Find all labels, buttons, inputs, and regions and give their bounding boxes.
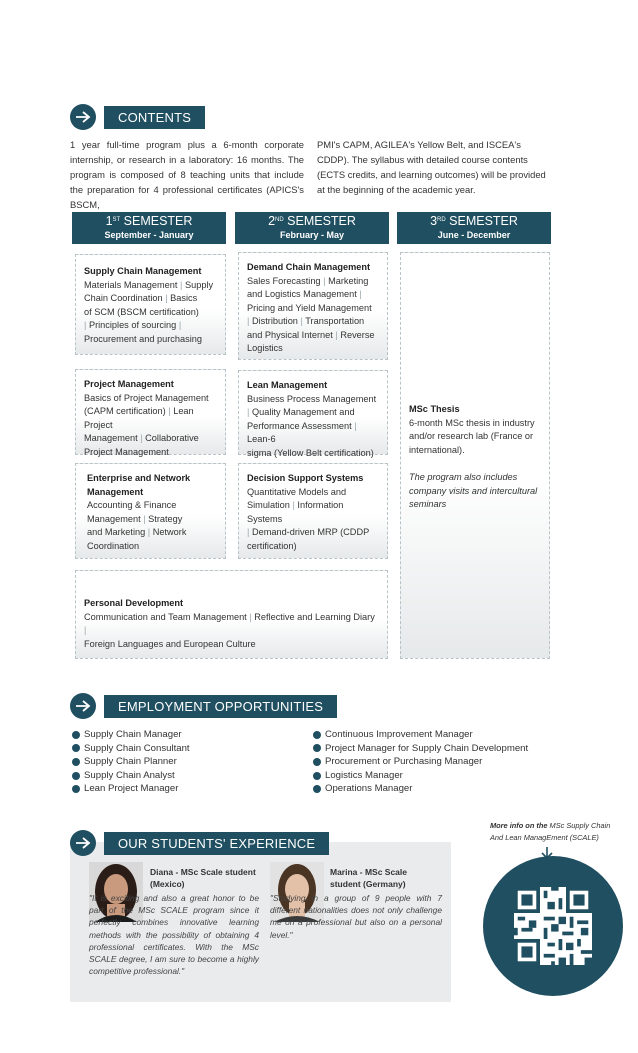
unit-title: Lean Management <box>247 380 328 390</box>
semester-1-sup: ST <box>112 217 121 223</box>
diana-name: Diana - MSc Scale student (Mexico) <box>150 867 256 889</box>
unit-line: Performance Assessment <box>247 420 352 431</box>
semester-2-word: SEMESTER <box>283 214 356 228</box>
bullet-icon <box>72 785 80 793</box>
list-item <box>72 728 190 742</box>
semester-3-word: SEMESTER <box>445 214 518 228</box>
semester-1-header <box>72 212 226 244</box>
bullet-icon <box>313 744 321 752</box>
unit-line: Information Systems <box>247 500 344 524</box>
unit-line: Chain Coordination <box>84 293 163 303</box>
unit-lean-management: Lean Management Business Process Management | Quality Management and Performance Assessment | Lean-6 sigma (Yellow Belt certification) <box>238 370 388 455</box>
unit-line: Logistics <box>247 343 283 353</box>
list-item <box>313 742 528 756</box>
list-item <box>72 755 190 769</box>
unit-line: Strategy <box>148 513 183 524</box>
unit-line: Reverse <box>340 329 375 340</box>
employment-list-right <box>313 728 528 796</box>
list-item-label: Lean Project Manager <box>84 783 179 795</box>
unit-line: Collaborative <box>145 433 199 443</box>
unit-line: Project Management <box>84 446 169 457</box>
unit-line: and Physical Internet <box>247 329 333 340</box>
unit-line: Pricing and Yield Management <box>247 302 372 313</box>
employment-header <box>70 693 337 719</box>
unit-line: (CAPM certification) <box>84 406 166 416</box>
marina-quote: "Studying in a group of 9 people with 7 different nationalities does not only challenge me on a professional but also on a personal level." <box>270 893 442 940</box>
unit-line: Basics of Project Management <box>84 392 209 403</box>
more-info-rest: MSc Supply Chain And Lean ManagEment (SCALE) <box>490 821 611 842</box>
list-item <box>72 742 190 756</box>
list-item <box>313 755 528 769</box>
bullet-icon <box>313 772 321 780</box>
semester-3-dates: June - December <box>437 230 511 240</box>
qr-code-badge[interactable] <box>483 856 623 996</box>
unit-title: Demand Chain Management <box>247 262 371 272</box>
semester-3-sup: RD <box>437 217 446 223</box>
list-item-label: Supply Chain Manager <box>84 729 182 740</box>
employment-list-left <box>72 728 190 796</box>
unit-line: sigma (Yellow Belt certification) <box>247 447 374 458</box>
contents-header <box>70 104 205 130</box>
bullet-icon <box>313 758 321 766</box>
unit-line: Coordination <box>87 540 140 551</box>
diana-quote: "It is exciting and also a great honor to be part of the MSc SCALE program since it perfectly combines innovative learning methods with the possibility of obtaining 4 professional certificates. With the MSc SCALE degree, I am sure to become a highly competitive professional." <box>89 893 259 977</box>
unit-line: Demand-driven MRP (CDDP <box>251 527 370 537</box>
unit-demand-chain-management: Demand Chain Management Sales Forecasting | Marketing and Logistics Management | Pricing and Yield Management | Distribution | Transportation and Physical Internet | Reverse Logistics <box>238 252 388 360</box>
list-item-label: Procurement or Purchasing Manager <box>325 756 483 768</box>
unit-msc-thesis <box>400 252 550 659</box>
list-item-label: Supply Chain Consultant <box>84 742 190 754</box>
bullet-icon <box>72 731 80 739</box>
semester-2-num: 2 <box>268 214 276 228</box>
list-item-label: Project Manager for Supply Chain Development <box>325 742 529 754</box>
semester-2-sup: ND <box>275 217 284 223</box>
intro-left: 1 year full-time program plus a 6-month corporate internship, or research in a laboratory: 16 months. The program is composed of 8 teaching units that include the preparation for 4 professional certificates (APICS's BSCM, <box>70 139 304 210</box>
more-info-bold: More info on the <box>490 821 548 830</box>
thesis-text: 6-month MSc thesis in industry and/or research lab (France or international). <box>409 417 535 455</box>
semester-1-word: SEMESTER <box>120 214 193 228</box>
bullet-icon <box>72 744 80 752</box>
unit-line: Business Process Management <box>247 393 377 404</box>
unit-title: Decision Support Systems <box>247 473 364 483</box>
employment-label: EMPLOYMENT OPPORTUNITIES <box>104 695 337 718</box>
list-item <box>313 769 528 783</box>
bullet-icon <box>313 785 321 793</box>
semester-1-num: 1 <box>105 214 113 228</box>
unit-line: and Marketing <box>87 527 146 537</box>
unit-title: Enterprise and Network Management <box>87 473 191 497</box>
semester-2-header <box>235 212 389 244</box>
experience-label: OUR STUDENTS' EXPERIENCE <box>104 832 329 855</box>
list-item-label: Logistics Manager <box>325 769 403 781</box>
unit-title: MSc Thesis <box>409 404 460 414</box>
unit-line: Transportation <box>305 316 365 326</box>
list-item <box>72 782 190 796</box>
unit-line: Management <box>87 513 141 524</box>
unit-line: and Logistics Management <box>247 289 357 299</box>
unit-line: of SCM (BSCM certification) <box>84 306 199 317</box>
unit-line: Quantitative Models and <box>247 486 347 497</box>
unit-line: Sales Forecasting <box>247 275 321 286</box>
unit-line: Distribution <box>251 316 298 326</box>
arrow-right-icon <box>70 693 96 719</box>
unit-line: Reflective and Learning Diary <box>254 611 375 622</box>
unit-line: Principles of sourcing <box>88 320 177 330</box>
unit-line: Communication and Team Management <box>84 611 247 622</box>
unit-enterprise-network-management: Enterprise and Network Management Accounting & Finance Management | Strategy and Marketing | Network Coordination <box>75 463 226 559</box>
unit-line: certification) <box>247 540 297 551</box>
list-item-label: Continuous Improvement Manager <box>325 729 473 740</box>
unit-project-management: Project Management Basics of Project Management (CAPM certification) | Lean Project Management | Collaborative Project Management <box>75 369 226 455</box>
bullet-icon <box>72 758 80 766</box>
list-item-label: Supply Chain Analyst <box>84 769 175 781</box>
semester-2-dates: February - May <box>279 230 345 240</box>
contents-label: CONTENTS <box>104 106 205 129</box>
unit-line: Foreign Languages and European Culture <box>84 638 256 649</box>
qr-code-icon <box>514 887 592 965</box>
unit-supply-chain-management: Supply Chain Management Materials Management | Supply Chain Coordination | Basics of SCM (BSCM certification) | Principles of sourcing | Procurement and purchasing <box>75 254 226 355</box>
thesis-note: The program also includes company visits and intercultural seminars <box>409 472 538 509</box>
unit-line: Marketing <box>328 275 369 286</box>
list-item <box>72 769 190 783</box>
list-item <box>313 728 528 742</box>
more-info-text <box>490 820 620 844</box>
unit-line: Management <box>84 433 138 443</box>
unit-personal-development: Personal Development Communication and Team Management | Reflective and Learning Diary | Foreign Languages and European Culture <box>75 570 388 659</box>
bullet-icon <box>313 731 321 739</box>
list-item-label: Operations Manager <box>325 783 413 795</box>
unit-line: Lean-6 <box>247 434 276 444</box>
unit-title: Personal Development <box>84 598 184 608</box>
unit-line: Accounting & Finance <box>87 500 177 510</box>
unit-line: Supply <box>184 279 214 290</box>
semester-3-header <box>397 212 551 244</box>
semester-3-num: 3 <box>430 214 438 228</box>
experience-header <box>70 830 329 856</box>
unit-line: Lean Project <box>84 406 194 430</box>
unit-title: Project Management <box>84 379 174 389</box>
marina-name: Marina - MSc Scale student (Germany) <box>330 867 408 889</box>
unit-line: Simulation <box>247 500 290 510</box>
bullet-icon <box>72 772 80 780</box>
semester-1-dates: September - January <box>104 230 194 240</box>
unit-line: Materials Management <box>84 279 178 290</box>
intro-right: PMI's CAPM, AGILEA's Yellow Belt, and ISCEA's CDDP). The syllabus with detailed course contents (ECTS credits, and learning outcomes) will be provided at the beginning of the academic year. <box>317 139 546 195</box>
list-item-label: Supply Chain Planner <box>84 756 177 768</box>
arrow-right-icon <box>70 830 96 856</box>
unit-line: Network <box>152 527 187 537</box>
arrow-right-icon <box>70 104 96 130</box>
unit-line: Quality Management and <box>251 407 355 417</box>
list-item <box>313 782 528 796</box>
unit-line: Basics <box>170 293 198 303</box>
unit-decision-support-systems: Decision Support Systems Quantitative Models and Simulation | Information Systems | Demand-driven MRP (CDDP certification) <box>238 463 388 559</box>
unit-line: Procurement and purchasing <box>84 333 202 344</box>
unit-title: Supply Chain Management <box>84 266 202 276</box>
